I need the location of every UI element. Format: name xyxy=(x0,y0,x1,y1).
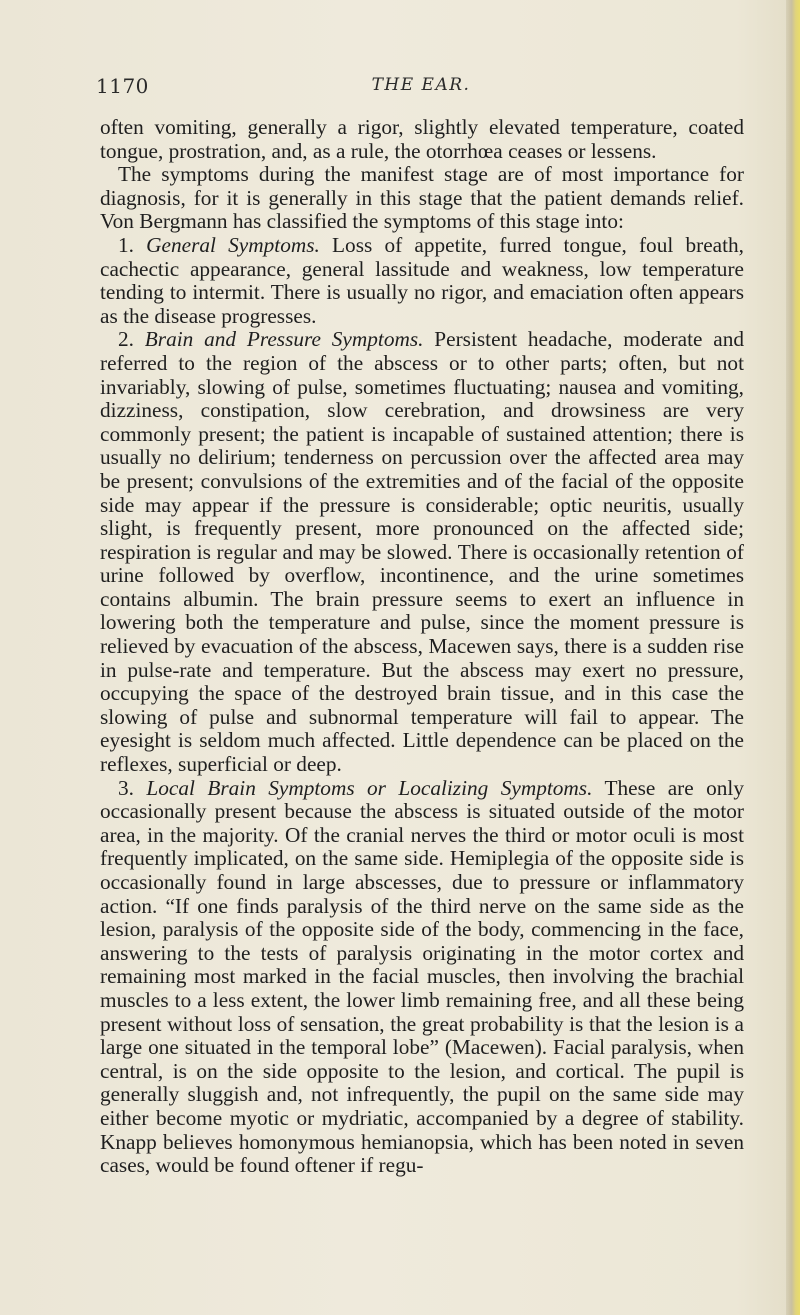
section-brain-pressure-symptoms xyxy=(100,328,744,776)
section-number: 2. xyxy=(118,327,134,352)
paragraph-continuation: often vomiting, generally a rigor, slightly elevated temperature, coated tongue, prostration, and, as a rule, the otorrhœa ceases or lessens. xyxy=(100,115,744,163)
section-text: Persistent headache, moderate and referred to the region of the abscess or to other parts; often, but not invariably, slowing of pulse, sometimes fluctuating; nausea and vomiting, dizziness, constipation, slow cerebration, and drowsiness are very commonly present; the patient is incapable of sustained attention; there is usually no delirium; tenderness on percussion over the affected area may be present; convulsions of the extremities and of the facial of the opposite side may appear if the pressure is considerable; optic neuritis, usually slight, is frequently present, more pronounced on the affected side; respiration is regular and may be slowed. There is occasionally retention of urine followed by overflow, incontinence, and the urine sometimes contains albumin. The brain pressure seems to exert an influence in lowering both the temperature and pulse, since the moment pressure is relieved by evacuation of the abscess, Macewen says, there is a sudden rise in pulse-rate and temperature. But the abscess may exert no pressure, occupying the space of the destroyed brain tissue, and in this case the slowing of pulse and subnormal temperature will fail to appear. The eyesight is seldom much affected. Little dependence can be placed on the reflexes, superficial or deep. xyxy=(100,327,745,777)
page-header xyxy=(96,74,746,102)
section-text: Loss of appetite, furred tongue, foul breath, cachectic appearance, general lassitude and weakness, low temperature tending to intermit. There is usually no rigor, and emaciation often appears as the disease progresses. xyxy=(100,232,744,328)
section-heading: Brain and Pressure Symptoms. xyxy=(144,327,424,352)
page-edge xyxy=(786,0,800,1315)
running-head: THE EAR. xyxy=(371,75,471,95)
section-heading: General Symptoms. xyxy=(146,232,320,257)
body-text xyxy=(100,116,744,1178)
section-number: 3. xyxy=(118,775,134,800)
section-general-symptoms xyxy=(100,234,744,328)
section-heading: Local Brain Symptoms or Localizing Symptoms. xyxy=(146,775,593,800)
section-local-brain-symptoms xyxy=(100,777,744,1178)
section-text: These are only occasionally present because the abscess is situated outside of the motor area, in the majority. Of the cranial nerves the third or motor oculi is most frequently implicated, on the same side. Hemiplegia of the opposite side is occasionally found in large abscesses, due to pressure or inflammatory action. “If one finds paralysis of the third nerve on the same side as the lesion, paralysis of the opposite side of the body, commencing in the face, answering to the tests of paralysis originating in the motor cortex and remaining most marked in the facial muscles, then involving the brachial muscles to a less extent, the lower limb remaining free, and all these being present without loss of sensation, the great probability is that the lesion is a large one situated in the temporal lobe” (Macewen). Facial paralysis, when central, is on the side opposite to the lesion, and cortical. The pupil is generally sluggish and, not infrequently, the pupil on the same side may either become myotic or mydriatic, accompanied by a degree of stability. Knapp believes homonymous hemianopsia, which has been noted in seven cases, would be found oftener if regu- xyxy=(100,775,744,1178)
section-number: 1. xyxy=(118,232,134,257)
paragraph-manifest-stage: The symptoms during the manifest stage are of most importance for diagnosis, for it is generally in this stage that the patient demands relief. Von Bergmann has classified the symptoms of this stage into: xyxy=(100,162,744,234)
page-number: 1170 xyxy=(96,74,149,98)
